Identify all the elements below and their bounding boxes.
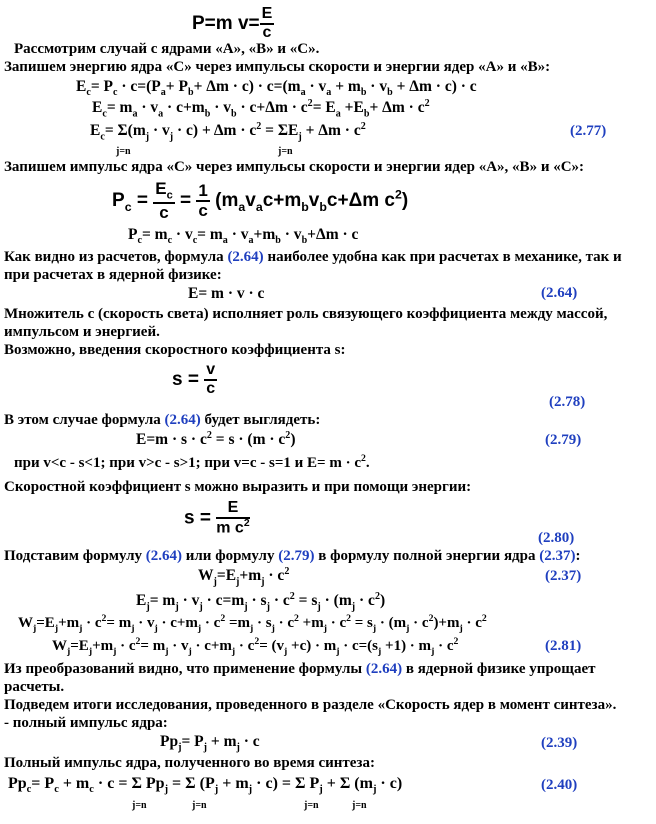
para-5: Скоростной коэффициент s можно выразить и при помощи энергии: xyxy=(4,479,472,495)
eq-ec-1: $E_c= P_c \cdot c=(P_a+ P_b+ \Delta m \cdot c) \cdot c=(m_a \cdot v_a + m_b \cdot v_b + \Delta m \cdot c) \cdot c$ xyxy=(76,78,477,99)
eq-ppc: $Pp_c= P_c + m_c \cdot c = \Sigma$ $Pp_j = \Sigma$ $(P_j + m_j \cdot c) = \Sigma$ $P_j + \Sigma$ $(m_j \cdot c)$ xyxy=(8,775,403,796)
top-formula-den: c xyxy=(262,23,272,41)
top-formula xyxy=(192,6,274,42)
eq-e-number: (2.64) xyxy=(541,285,578,301)
para-6-text-d: : xyxy=(575,548,581,564)
intro-line: Рассмотрим случай с ядрами «А», «В» и «С». xyxy=(14,41,320,57)
sum-index-4: j=n xyxy=(192,800,207,811)
sum-index-2: j=n xyxy=(278,146,293,157)
eq-s2-num: E xyxy=(216,500,249,519)
sum-index-1: j=n xyxy=(116,146,131,157)
top-formula-num: E xyxy=(260,6,275,25)
para-7-text-b: в ядерной физике упрощает xyxy=(402,661,596,677)
para-3: Возможно, введения скоростного коэффициента s: xyxy=(4,342,346,358)
para-10: Полный импульс ядра, полученного во время синтеза: xyxy=(4,755,375,771)
para-4-text-a: В этом случае формула xyxy=(4,412,165,428)
para-1-ref[interactable]: (2.64) xyxy=(227,249,264,265)
para-4-ref[interactable]: (2.64) xyxy=(164,412,201,428)
para-6-ref-2[interactable]: (2.79) xyxy=(278,548,315,564)
eq-wj-3-number: (2.81) xyxy=(545,638,582,654)
eq-s-number: (2.78) xyxy=(549,394,586,410)
eq-pc-2: $P_c= m_c \cdot v_c= m_a \cdot v_a+m_b \cdot v_b+\Delta m \cdot c$ xyxy=(128,226,359,247)
eq-ec-3-number: (2.77) xyxy=(570,123,607,139)
eq-wj: $W_j=E_j+m_j \cdot c^2$ xyxy=(198,566,290,588)
para-9: - полный импульс ядра: xyxy=(4,715,168,731)
eq-s-lhs: s = xyxy=(172,368,199,390)
para-7-text-a: Из преобразований видно, что применение формулы xyxy=(4,661,366,677)
sum-index-5: j=n xyxy=(304,800,319,811)
eq-ppc-number: (2.40) xyxy=(541,777,578,793)
para-7-line-1 xyxy=(4,661,595,678)
para-1-text-b: наиболее удобна как при расчетах в механике, так и xyxy=(263,249,622,265)
eq-ec-2: $E_c= m_a \cdot v_a \cdot c+m_b \cdot v_b \cdot c+\Delta m \cdot c^2= E_a +E_b+ \Delta m \cdot c^2$ xyxy=(92,98,430,120)
eq-s2-lhs: s = xyxy=(184,507,211,529)
eq-s2-number: (2.80) xyxy=(538,530,575,546)
para-7-line-2: расчеты. xyxy=(4,679,65,695)
eq-ec-3: $E_c= \Sigma(m_j \cdot v_j \cdot c) + \Delta m \cdot c^2 = \Sigma E_j + \Delta m \cdot c^2$ xyxy=(90,121,366,143)
eq-pc-big: $P_c$ = $\frac{E_c}{c}$ = $\frac{1}{c}$ ($m_av_ac+m_bv_bc+\Delta m$ $c^2$) xyxy=(112,179,409,222)
para-4 xyxy=(4,412,320,429)
eq-s-den: c xyxy=(206,379,216,397)
eq-s xyxy=(172,362,217,398)
eq-msc: $E=m \cdot s \cdot c^2 = s \cdot (m \cdot c^2)$ xyxy=(136,430,296,449)
para-6-text-c: в формулу полной энергии ядра xyxy=(314,548,540,564)
eq-ppj: $Pp_j= P_j + m_j \cdot c$ xyxy=(160,733,260,754)
para-2-line-2: импульсом и энергией. xyxy=(4,324,160,340)
para-4-text-b: будет выглядеть: xyxy=(200,412,321,428)
para-6 xyxy=(4,548,580,565)
top-formula-lhs: P=m v= xyxy=(192,12,260,34)
para-1-text-a: Как видно из расчетов, формула xyxy=(4,249,228,265)
eq-wj-2: $W_j=E_j+m_j \cdot c^2= m_j \cdot v_j \cdot c+m_j \cdot c^2 =m_j \cdot s_j \cdot c^2 +m_j \cdot c^2 = s_j \cdot (m_j \cdot c^2)+m_j \cdot c^2$ xyxy=(18,613,487,634)
eq-wj-3: $W_j=E_j+m_j \cdot c^2= m_j \cdot v_j \cdot c+m_j \cdot c^2= (v_j +c) \cdot m_j \cdot c=(s_j +1) \cdot m_j \cdot c^2$ xyxy=(52,636,459,657)
para-6-ref-1[interactable]: (2.64) xyxy=(145,548,182,564)
energy-c-line: Запишем энергию ядра «С» через импульсы скорости и энергии ядер «А» и «В»: xyxy=(4,59,551,75)
sum-index-3: j=n xyxy=(132,800,147,811)
eq-s-num: v xyxy=(204,362,217,381)
eq-msc-number: (2.79) xyxy=(545,432,582,448)
sum-index-6: j=n xyxy=(352,800,367,811)
eq-wj-number: (2.37) xyxy=(545,568,582,584)
para-1-line-1 xyxy=(4,249,622,266)
para-6-ref-3[interactable]: (2.37) xyxy=(539,548,576,564)
para-2-line-1: Множитель с (скорость света) исполняет роль связующего коэффициента между массой, xyxy=(4,306,608,322)
eq-e: E= m · v · c xyxy=(188,285,265,302)
para-1-line-2: при расчетах в ядерной физике: xyxy=(4,267,222,283)
eq-ej: $E_j= m_j \cdot v_j \cdot c=m_j \cdot s_j \cdot c^2 = s_j \cdot (m_j \cdot c^2)$ xyxy=(136,591,386,613)
impulse-c-line: Запишем импульс ядра «С» через импульсы скорости и энергии ядер «А», «В» и «С»: xyxy=(4,159,585,175)
eq-ppj-number: (2.39) xyxy=(541,735,578,751)
para-6-text-a: Подставим формулу xyxy=(4,548,146,564)
para-7-ref[interactable]: (2.64) xyxy=(365,661,403,677)
eq-s2: s = $\frac{E}{m c^2}$ xyxy=(184,499,250,537)
cases-line: при v<c - s<1; при v>c - s>1; при v=c - s=1 и $E= m \cdot c^2$. xyxy=(14,453,370,471)
para-6-text-b: или формулу xyxy=(182,548,279,564)
para-8: Подведем итоги исследования, проведенного в разделе «Скорость ядер в момент синтеза». xyxy=(4,697,617,713)
